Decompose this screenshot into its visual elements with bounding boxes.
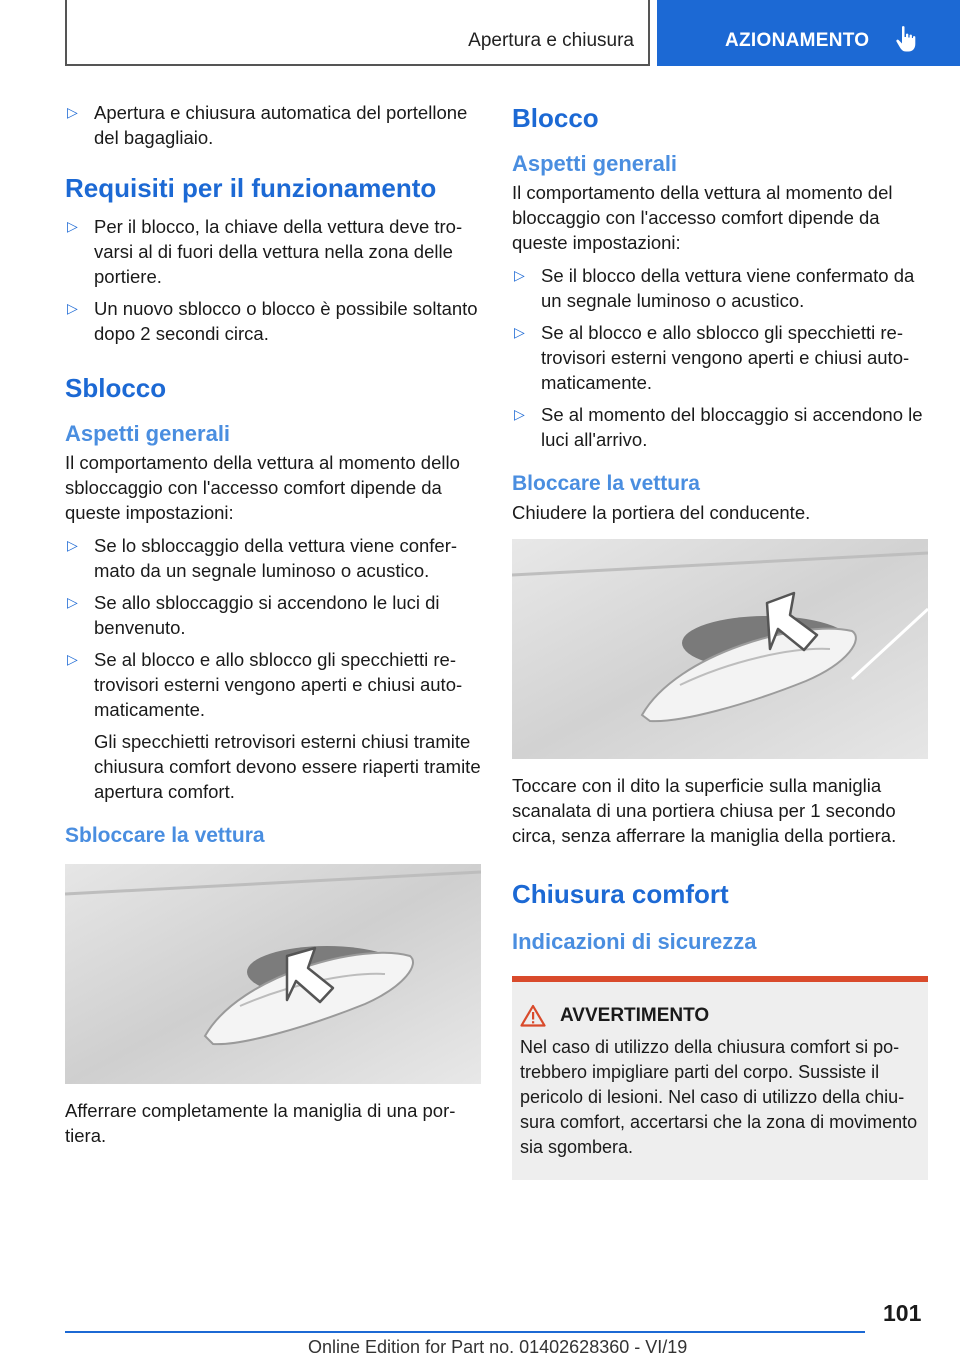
bullet-triangle-icon: ▷ <box>514 324 525 340</box>
lock-car-text: Chiudere la portiera del conducente. <box>512 502 811 523</box>
unlock-general-text: Il comportamento della vettura al momento dello sbloccaggio con l'accesso comfort dipende da queste impostazioni: <box>65 452 460 523</box>
door-handle-touch-image <box>512 539 928 759</box>
bullet-triangle-icon: ▷ <box>514 406 525 422</box>
section-title: Apertura e chiusura <box>468 30 634 51</box>
warning-header <box>520 1004 920 1027</box>
bullet-triangle-icon: ▷ <box>67 300 78 316</box>
list-item: ▷ Se al blocco e allo sblocco gli specchietti retrovisori esterni vengono aperti e chiusi automaticamente. <box>67 649 463 720</box>
list-item: ▷ Se allo sbloccaggio si accendono le luci di benvenuto. <box>67 592 440 638</box>
chapter-tab <box>657 0 960 66</box>
warning-text: Nel caso di utilizzo della chiusura comfort si potrebbero impigliare parti del corpo. Sussiste il pericolo di lesioni. Nel caso di utilizzo della chiusura comfort, accertarsi che la zona di movimento sia sgombera. <box>520 1037 918 1157</box>
list-item: ▷ Se al blocco e allo sblocco gli specchietti retrovisori esterni vengono aperti e chiusi automaticamente. <box>514 322 910 393</box>
list-item: ▷ Se il blocco della vettura viene confermato da un segnale luminoso o acustico. <box>514 265 915 311</box>
bullet-triangle-icon: ▷ <box>67 104 78 120</box>
door-handle-grab-image <box>65 864 481 1084</box>
page-header <box>0 0 960 66</box>
comfort-heading: Chiusura comfort <box>512 879 729 909</box>
unlock-heading: Sblocco <box>65 373 167 403</box>
requirements-heading: Requisiti per il funzionamento <box>65 173 437 203</box>
section-tab <box>65 0 650 66</box>
bullet-triangle-icon: ▷ <box>67 594 78 610</box>
unlock-general-heading: Aspetti generali <box>65 421 231 446</box>
list-item: ▷ Se al momento del bloccaggio si accendono le luci all'arrivo. <box>514 404 923 450</box>
list-item: ▷ Un nuovo sblocco o blocco è possibile soltanto dopo 2 secondi circa. <box>67 298 478 344</box>
bullet-triangle-icon: ▷ <box>67 218 78 234</box>
left-column <box>65 100 481 1148</box>
list-item: ▷ Se lo sbloccaggio della vettura viene confermato da un segnale luminoso o acustico. <box>67 535 458 581</box>
lock-general-text: Il comportamento della vettura al momento del bloccaggio con l'accesso comfort dipende da queste impostazioni: <box>512 182 893 253</box>
lock-general-heading: Aspetti generali <box>512 151 678 176</box>
unlock-car-heading: Sbloccare la vettura <box>65 824 265 847</box>
bullet-triangle-icon: ▷ <box>67 651 78 667</box>
lock-car-heading: Bloccare la vettura <box>512 472 700 495</box>
bullet-triangle-icon: ▷ <box>514 267 525 283</box>
warning-label: AVVERTIMENTO <box>560 1004 710 1026</box>
right-column <box>512 100 928 1180</box>
chapter-title: AZIONAMENTO <box>725 30 870 51</box>
safety-heading: Indicazioni di sicurezza <box>512 929 757 954</box>
hand-pointer-icon <box>895 25 917 53</box>
list-item: ▷ Apertura e chiusura automatica del portellone del bagagliaio. <box>67 102 468 148</box>
page-number: 101 <box>883 1300 922 1326</box>
lock-heading: Blocco <box>512 103 599 133</box>
mirror-note: Gli specchietti retrovisori esterni chiusi tramite chiusura comfort devono essere riaperti tramite apertura comfort. <box>94 731 481 802</box>
warning-box <box>512 976 928 1180</box>
warning-triangle-icon <box>520 1004 546 1027</box>
footer-divider <box>65 1331 865 1333</box>
lock-car-caption: Toccare con il dito la superficie sulla maniglia scanalata di una portiera chiusa per 1 secondo circa, senza afferrare la maniglia della portiera. <box>512 775 897 846</box>
list-item: ▷ Per il blocco, la chiave della vettura deve trovarsi al di fuori della vettura nella zona delle portiere. <box>67 216 463 287</box>
footer-edition: Online Edition for Part no. 01402628360 - VI/19 <box>308 1337 688 1357</box>
unlock-car-caption: Afferrare completamente la maniglia di una portiera. <box>65 1100 456 1146</box>
bullet-triangle-icon: ▷ <box>67 537 78 553</box>
